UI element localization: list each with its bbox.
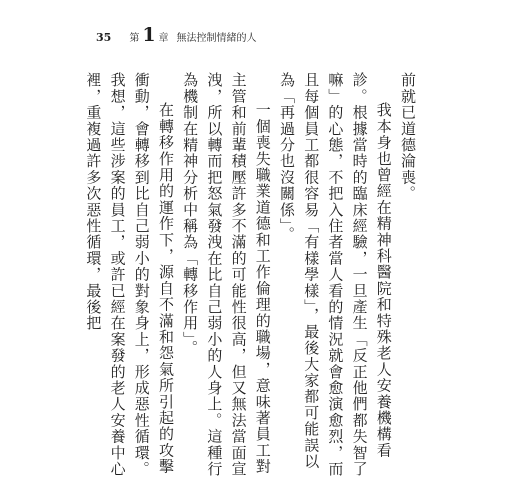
paragraph: 一個喪失職業道德和工作倫理的職場，意味著員工對主管和前輩積壓許多不滿的可能性很高，但又無法當面宣洩，所以轉而把怒氣發洩在比自己弱小的人身上。這種行為機制在精神分析中稱為「轉移作用」。 xyxy=(181,72,272,477)
paragraph: 在轉移作用的運作下，源自不滿和怨氣所引起的攻擊衝動，會轉移到比自己弱小的對象身上，形成惡性循環。我想，這些涉案的員工，或許已經在案發的老人安養中心裡，重複過許多次惡性循環，最後把 xyxy=(84,72,175,477)
chapter-number: 1 xyxy=(142,24,156,46)
paragraph: 我本身也曾經在精神科醫院和特殊老人安養機構看診。根據當時的臨床經驗，一旦產生「反正他們都失智了嘛」的心態，不把入住者當人看的情況就會愈演愈烈，而且每個員工都很容易「有樣學樣」，最後大家都可能誤以為「再過分也沒關係」。 xyxy=(277,72,393,477)
chapter-prefix: 第 xyxy=(129,33,140,44)
chapter-suffix: 章 xyxy=(158,33,169,44)
paragraph: 前就已道德淪喪。 xyxy=(399,72,417,202)
body-text xyxy=(84,72,420,480)
chapter-title: 無法控制情緒的人 xyxy=(176,33,257,44)
running-header xyxy=(96,26,257,45)
page-number: 35 xyxy=(96,31,112,44)
